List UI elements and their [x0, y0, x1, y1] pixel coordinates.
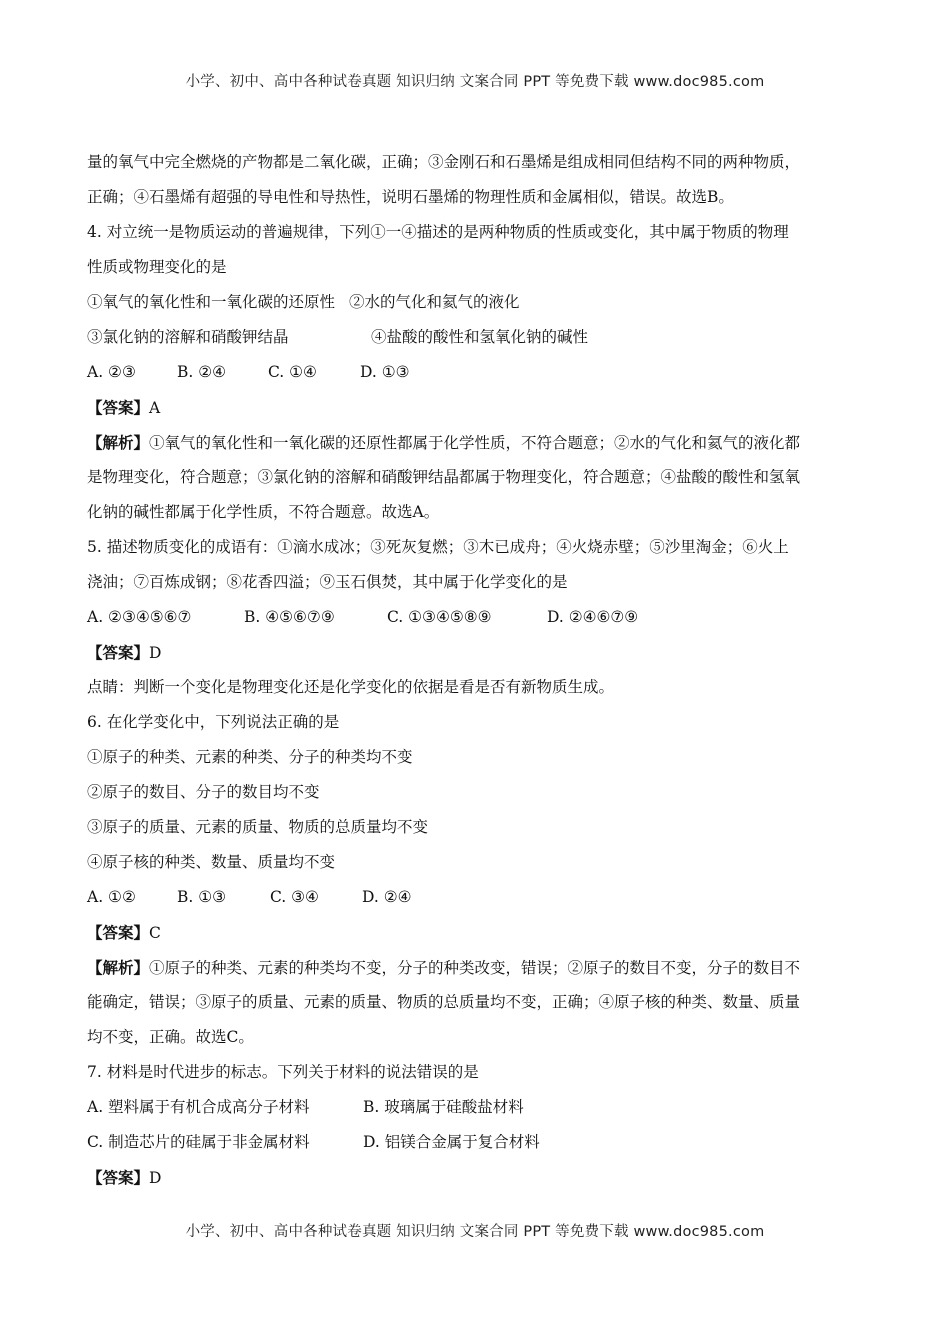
option-b: B. ④⑤⑥⑦⑨	[244, 608, 335, 626]
page-header: 小学、初中、高中各种试卷真题 知识归纳 文案合同 PPT 等免费下载 www.doc985.com	[185, 74, 765, 90]
document-body	[87, 145, 867, 1195]
option-c: C. ①③④⑤⑧⑨	[387, 608, 492, 626]
question-7-options-row2	[87, 1125, 867, 1160]
question-4-answer	[87, 390, 867, 425]
analysis-tag: 【解析】	[87, 958, 150, 977]
question-6-item-1: ①原子的种类、元素的种类、分子的种类均不变	[87, 748, 413, 766]
answer-value: D	[149, 1169, 162, 1187]
question-5-options	[87, 600, 867, 635]
option-b: B. 玻璃属于硅酸盐材料	[363, 1098, 524, 1116]
option-b: B. ②④	[177, 363, 227, 381]
question-4-analysis-cont: 化钠的碱性都属于化学性质，不符合题意。故选A。	[87, 503, 440, 521]
question-6-stem: 6. 在化学变化中，下列说法正确的是	[87, 713, 340, 731]
answer-tag: 【答案】	[87, 1168, 150, 1187]
question-4-options	[87, 355, 867, 390]
question-4-items-row1	[87, 285, 867, 320]
option-d: D. ②④	[362, 888, 412, 906]
question-5-answer	[87, 635, 867, 670]
question-4-stem: 4. 对立统一是物质运动的普遍规律，下列①一④描述的是两种物质的性质或变化，其中属于物质的物理	[87, 223, 789, 241]
option-d: D. ②④⑥⑦⑨	[547, 608, 639, 626]
question-4-item-3: ③氯化钠的溶解和硝酸钾结晶	[87, 328, 289, 346]
option-a: A. 塑料属于有机合成高分子材料	[87, 1098, 310, 1116]
question-6-answer	[87, 915, 867, 950]
question-4-item-1: ①氧气的氧化性和一氧化碳的还原性	[87, 293, 336, 311]
question-6-item-3: ③原子的质量、元素的质量、物质的总质量均不变	[87, 818, 429, 836]
question-4-item-2: ②水的气化和氦气的液化	[349, 293, 520, 311]
question-4-items-row2	[87, 320, 867, 355]
analysis-text: ①原子的种类、元素的种类均不变，分子的种类改变，错误；②原子的数目不变，分子的数目不	[149, 959, 801, 977]
option-a: A. ①②	[87, 888, 136, 906]
option-a: A. ②③④⑤⑥⑦	[87, 608, 192, 626]
answer-tag: 【答案】	[87, 923, 150, 942]
question-7-options-row1	[87, 1090, 867, 1125]
text-line: 量的氧气中完全燃烧的产物都是二氧化碳，正确；③金刚石和石墨烯是组成相同但结构不同的两种物质，	[87, 153, 801, 171]
option-c: C. ①④	[268, 363, 317, 381]
question-5-note: 点睛：判断一个变化是物理变化还是化学变化的依据是看是否有新物质生成。	[87, 678, 615, 696]
question-6-item-4: ④原子核的种类、数量、质量均不变	[87, 853, 336, 871]
question-6-item-2: ②原子的数目、分子的数目均不变	[87, 783, 320, 801]
question-6-analysis	[87, 950, 867, 985]
question-7-stem: 7. 材料是时代进步的标志。下列关于材料的说法错误的是	[87, 1063, 479, 1081]
option-b: B. ①③	[177, 888, 227, 906]
answer-tag: 【答案】	[87, 398, 150, 417]
option-d: D. ①③	[360, 363, 410, 381]
page-footer: 小学、初中、高中各种试卷真题 知识归纳 文案合同 PPT 等免费下载 www.doc985.com	[185, 1224, 765, 1240]
question-5-stem-cont: 浇油；⑦百炼成钢；⑧花香四溢；⑨玉石俱焚，其中属于化学变化的是	[87, 573, 568, 591]
question-4-stem-cont: 性质或物理变化的是	[87, 258, 227, 276]
question-4-item-4: ④盐酸的酸性和氢氧化钠的碱性	[371, 328, 589, 346]
question-6-options	[87, 880, 867, 915]
question-7-answer	[87, 1160, 867, 1195]
question-6-analysis-cont: 均不变，正确。故选C。	[87, 1028, 254, 1046]
question-6-analysis-cont: 能确定，错误；③原子的质量、元素的质量、物质的总质量均不变，正确；④原子核的种类、数量、质量	[87, 993, 801, 1011]
answer-value: A	[149, 399, 161, 417]
text-line: 正确；④石墨烯有超强的导电性和导热性，说明石墨烯的物理性质和金属相似，错误。故选B。	[87, 188, 734, 206]
analysis-text: ①氧气的氧化性和一氧化碳的还原性都属于化学性质，不符合题意；②水的气化和氦气的液化都	[149, 434, 801, 452]
option-c: C. ③④	[270, 888, 319, 906]
question-5-stem: 5. 描述物质变化的成语有：①滴水成冰；③死灰复燃；③木已成舟；④火烧赤壁；⑤沙里淘金；⑥火上	[87, 538, 789, 556]
question-4-analysis	[87, 425, 867, 460]
option-c: C. 制造芯片的硅属于非金属材料	[87, 1133, 310, 1151]
question-4-analysis-cont: 是物理变化，符合题意；③氯化钠的溶解和硝酸钾结晶都属于物理变化，符合题意；④盐酸的酸性和氢氧	[87, 468, 801, 486]
answer-value: D	[149, 644, 162, 662]
answer-tag: 【答案】	[87, 643, 150, 662]
analysis-tag: 【解析】	[87, 433, 150, 452]
option-d: D. 铝镁合金属于复合材料	[363, 1133, 540, 1151]
option-a: A. ②③	[87, 363, 136, 381]
answer-value: C	[149, 924, 161, 942]
